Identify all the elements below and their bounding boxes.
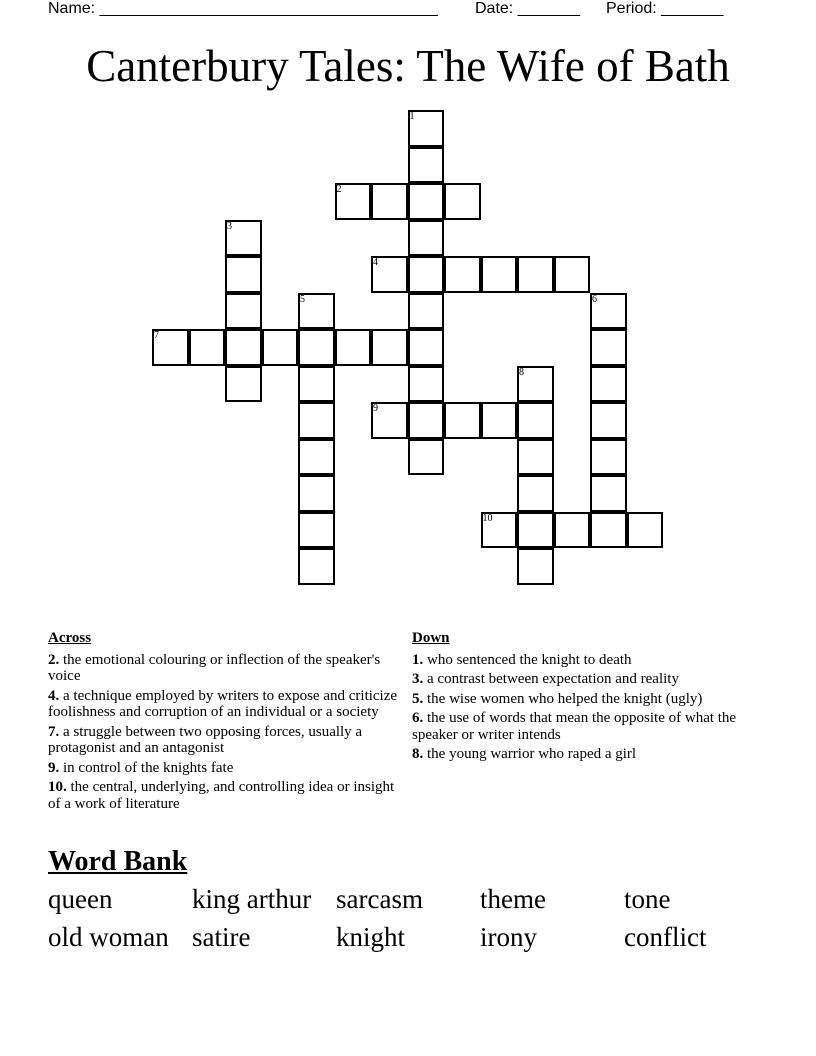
crossword-cell[interactable] — [481, 256, 518, 293]
down-clues — [412, 630, 762, 766]
clue-number: 2 — [336, 184, 342, 195]
crossword-cell[interactable] — [444, 183, 481, 220]
clue-across-7: 7. a struggle between two opposing forces, usually a protagonist and an antagonist — [48, 723, 363, 756]
clue-across-9: 9. in control of the knights fate — [48, 759, 234, 776]
clue-down-1: 1. who sentenced the knight to death — [412, 651, 632, 668]
word-bank-word: knight — [336, 922, 406, 952]
clue-number: 10 — [482, 512, 493, 524]
name-field[interactable]: Name: ______________________________________ — [48, 0, 438, 17]
crossword-cell[interactable] — [517, 548, 554, 585]
crossword-cell[interactable] — [517, 475, 554, 512]
word-bank-word: king arthur — [192, 884, 312, 914]
crossword-cell[interactable] — [408, 256, 445, 293]
crossword-cell[interactable] — [298, 512, 335, 549]
crossword-cell[interactable] — [371, 329, 408, 366]
clue-number: 6 — [592, 293, 597, 305]
clue-number: 5 — [300, 293, 305, 305]
clue-across-2: 2. the emotional colouring or inflection of the speaker's voice — [48, 651, 381, 684]
crossword-cell[interactable] — [517, 512, 554, 549]
down-heading: Down — [412, 630, 450, 646]
crossword-cell[interactable] — [408, 147, 445, 184]
crossword-cell[interactable] — [298, 402, 335, 439]
clue-across-4: 4. a technique employed by writers to expose and criticize foolishness and corruption of an individual or a society — [48, 687, 398, 720]
clue-number: 8 — [519, 366, 524, 378]
crossword-cell[interactable] — [444, 402, 481, 439]
crossword-cell[interactable] — [225, 329, 262, 366]
crossword-cell[interactable] — [590, 366, 627, 403]
crossword-cell[interactable] — [590, 439, 627, 476]
crossword-cell[interactable] — [225, 256, 262, 293]
across-heading: Across — [48, 630, 92, 646]
word-bank-word: irony — [480, 922, 537, 952]
word-bank-word: sarcasm — [336, 884, 423, 914]
clue-across-10: 10. the central, underlying, and controlling idea or insight of a work of literature — [48, 779, 395, 812]
date-field[interactable]: Date: _______ — [475, 0, 580, 17]
crossword-cell[interactable] — [517, 439, 554, 476]
crossword-cell[interactable] — [408, 402, 445, 439]
clue-down-8: 8. the young warrior who raped a girl — [412, 746, 637, 762]
crossword-cell[interactable] — [408, 293, 445, 330]
crossword-cell[interactable] — [408, 439, 445, 476]
clue-number: 7 — [154, 330, 159, 341]
crossword-cell[interactable] — [225, 293, 262, 330]
crossword-cell[interactable] — [444, 256, 481, 293]
crossword-cell[interactable] — [371, 183, 408, 220]
clue-number: 1 — [409, 111, 415, 122]
clue-number: 9 — [373, 403, 378, 414]
page-title: Canterbury Tales: The Wife of Bath — [86, 41, 730, 91]
crossword-cell[interactable] — [554, 256, 591, 293]
crossword-cell[interactable] — [481, 402, 518, 439]
crossword-cell[interactable] — [189, 329, 226, 366]
crossword-cell[interactable] — [517, 256, 554, 293]
word-bank-word: tone — [624, 884, 671, 914]
crossword-cell[interactable] — [590, 512, 627, 549]
crossword-cell[interactable] — [335, 329, 372, 366]
clue-down-5: 5. the wise women who helped the knight (ugly) — [412, 690, 703, 707]
crossword-cell[interactable] — [298, 329, 335, 366]
crossword-cell[interactable] — [262, 329, 299, 366]
crossword-cell[interactable] — [408, 329, 445, 366]
crossword-cell[interactable] — [298, 366, 335, 403]
crossword-cell[interactable] — [408, 366, 445, 403]
word-bank-title: Word Bank — [48, 846, 188, 877]
clue-down-3: 3. a contrast between expectation and reality — [412, 671, 679, 687]
word-bank-word: conflict — [624, 922, 707, 952]
crossword-cell[interactable] — [298, 475, 335, 512]
crossword-cell[interactable] — [298, 439, 335, 476]
crossword-cell[interactable] — [627, 512, 664, 549]
crossword-cell[interactable] — [590, 402, 627, 439]
word-bank-word: satire — [192, 922, 251, 952]
crossword-cell[interactable] — [408, 220, 445, 257]
across-clues — [48, 630, 398, 815]
period-field[interactable]: Period: _______ — [606, 0, 724, 17]
word-bank-word: queen — [48, 884, 113, 914]
crossword-cell[interactable] — [590, 329, 627, 366]
crossword-cell[interactable] — [225, 366, 262, 403]
crossword-cell[interactable] — [298, 548, 335, 585]
crossword-cell[interactable] — [590, 475, 627, 512]
crossword-cell[interactable] — [408, 183, 445, 220]
clue-down-6: 6. the use of words that mean the opposite of what the speaker or writer intends — [412, 710, 737, 743]
word-bank-word: theme — [480, 884, 546, 914]
clue-number: 4 — [373, 257, 378, 268]
crossword-cell[interactable] — [554, 512, 591, 549]
word-bank-word: old woman — [48, 922, 169, 952]
clue-number: 3 — [227, 220, 232, 232]
crossword-cell[interactable] — [517, 402, 554, 439]
